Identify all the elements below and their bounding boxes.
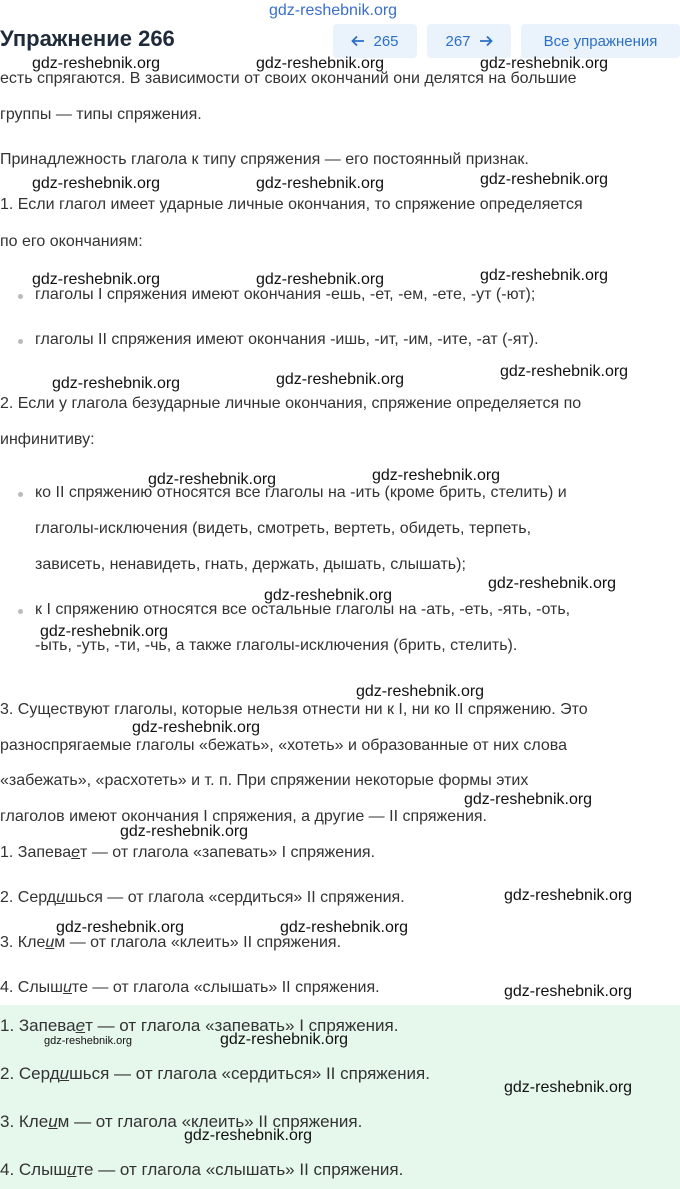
rule-1-line-b: по его окончаниям: <box>0 233 143 250</box>
watermark: gdz-reshebnik.org <box>372 467 501 484</box>
watermark: gdz-reshebnik.org <box>488 575 617 592</box>
watermark: gdz-reshebnik.org <box>220 1031 349 1048</box>
watermark: gdz-reshebnik.org <box>264 587 393 604</box>
answer-item-1: 1. Запевает — от глагола «запевать» I спряжения. <box>0 844 376 861</box>
watermark: gdz-reshebnik.org <box>504 1079 633 1096</box>
watermark: gdz-reshebnik.org <box>480 267 609 284</box>
watermark: gdz-reshebnik.org <box>32 271 161 288</box>
rule-3-line-c: «забежать», «расхотеть» и т. п. При спряжении некоторые формы этих <box>0 772 529 789</box>
bullet-dot <box>18 609 23 614</box>
bullet-3-line-b: глаголы-исключения (видеть, смотреть, вертеть, обидеть, терпеть, <box>35 520 532 537</box>
next-exercise-button[interactable] <box>427 24 511 58</box>
watermark: gdz-reshebnik.org <box>40 623 169 640</box>
rule-2-line-b: инфинитиву: <box>0 431 95 448</box>
rule-3-line-b: разноспрягаемые глаголы «бежать», «хотеть» и образованные от них слова <box>0 737 568 754</box>
arrow-left-icon <box>351 34 365 48</box>
watermark: gdz-reshebnik.org <box>256 175 385 192</box>
bullet-1: глаголы I спряжения имеют окончания -ешь, -ет, -ем, -ете, -ут (-ют); <box>35 286 536 303</box>
theory-line-3: Принадлежность глагола к типу спряжения — его постоянный признак. <box>0 151 529 168</box>
theory-line-1: есть спрягаются. В зависимости от своих окончаний они делятся на большие <box>0 70 577 87</box>
watermark: gdz-reshebnik.org <box>504 983 633 1000</box>
answer-item-3: 3. Клеим — от глагола «клеить» II спряжения. <box>0 934 342 951</box>
bullet-4-line-a: к I спряжению относятся все остальные глаголы на -ать, -еть, -ять, -оть, <box>35 601 571 618</box>
watermark: gdz-reshebnik.org <box>132 719 261 736</box>
watermark: gdz-reshebnik.org <box>504 887 633 904</box>
theory-line-2: группы — типы спряжения. <box>0 106 202 123</box>
answer-box-item-4: 4. Слышите — от глагола «слышать» II спряжения. <box>0 1160 404 1179</box>
watermark: gdz-reshebnik.org <box>480 171 609 188</box>
rule-2-line-a: 2. Если у глагола безударные личные окончания, спряжение определяется по <box>0 395 582 412</box>
watermark: gdz-reshebnik.org <box>32 175 161 192</box>
answer-box-item-2: 2. Сердишься — от глагола «сердиться» II спряжения. <box>0 1064 430 1083</box>
answer-box-item-1: 1. Запевает — от глагола «запевать» I спряжения. <box>0 1016 399 1035</box>
answer-box-item-3: 3. Клеим — от глагола «клеить» II спряжения. <box>0 1112 363 1131</box>
watermark: gdz-reshebnik.org <box>356 683 485 700</box>
watermark: gdz-reshebnik.org <box>256 271 385 288</box>
watermark: gdz-reshebnik.org <box>120 823 249 840</box>
all-exercises-button[interactable]: Все упражнения <box>521 24 680 58</box>
watermark: gdz-reshebnik.org <box>52 375 181 392</box>
prev-exercise-label: 265 <box>373 32 399 50</box>
arrow-right-icon <box>479 34 493 48</box>
page-title: Упражнение 266 <box>0 26 175 51</box>
watermark: gdz-reshebnik.org <box>56 919 185 936</box>
answer-item-2: 2. Сердишься — от глагола «сердиться» II спряжения. <box>0 889 405 906</box>
bullet-2: глаголы II спряжения имеют окончания -ишь, -ит, -им, -ите, -ат (-ят). <box>35 331 539 348</box>
watermark: gdz-reshebnik.org <box>464 791 593 808</box>
watermark: gdz-reshebnik.org <box>500 363 629 380</box>
answer-item-4: 4. Слышите — от глагола «слышать» II спряжения. <box>0 979 380 996</box>
prev-exercise-button[interactable] <box>333 24 417 58</box>
watermark-small: gdz-reshebnik.org <box>44 1035 133 1047</box>
rule-3-line-a: 3. Существуют глаголы, которые нельзя отнести ни к I, ни ко II спряжению. Это <box>0 701 588 718</box>
bullet-3-line-a: ко II спряжению относятся все глаголы на -ить (кроме брить, стелить) и <box>35 484 567 501</box>
bullet-dot <box>18 294 23 299</box>
bullet-4-line-b: -ыть, -уть, -ти, -чь, а также глаголы-исключения (брить, стелить). <box>35 637 518 654</box>
watermark: gdz-reshebnik.org <box>148 471 277 488</box>
bullet-dot <box>18 492 23 497</box>
watermark: gdz-reshebnik.org <box>256 55 385 72</box>
next-exercise-label: 267 <box>445 32 471 50</box>
watermark-top: gdz-reshebnik.org <box>269 2 398 19</box>
bullet-3-line-c: зависеть, ненавидеть, гнать, держать, дышать, слышать); <box>35 556 466 573</box>
bullet-dot <box>18 339 23 344</box>
watermark: gdz-reshebnik.org <box>32 55 161 72</box>
watermark: gdz-reshebnik.org <box>184 1127 313 1144</box>
rule-3-line-d: глаголов имеют окончания I спряжения, а другие — II спряжения. <box>0 808 487 825</box>
rule-1-line-a: 1. Если глагол имеет ударные личные окончания, то спряжение определяется <box>0 196 583 213</box>
watermark: gdz-reshebnik.org <box>276 371 405 388</box>
watermark: gdz-reshebnik.org <box>280 919 409 936</box>
watermark: gdz-reshebnik.org <box>480 55 609 72</box>
